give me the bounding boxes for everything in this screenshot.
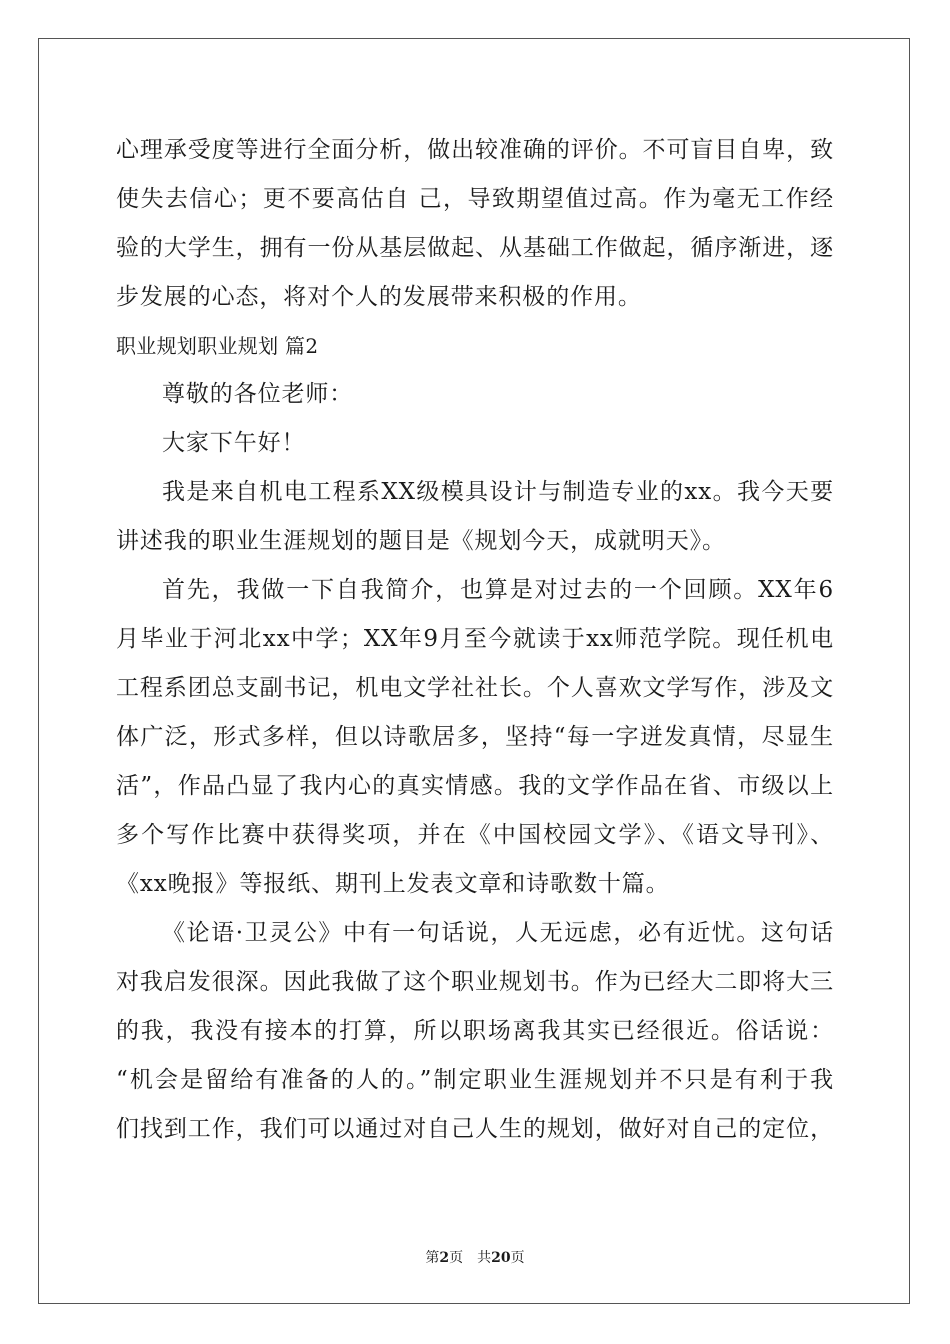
- text-line: 讲述我的职业生涯规划的题目是《规划今天，成就明天》。: [116, 528, 726, 554]
- section-heading: 职业规划职业规划 篇2: [116, 334, 319, 358]
- text-line: 多个写作比赛中获得奖项，并在《中国校园文学》、《语文导刊》、: [116, 822, 834, 848]
- salutation: 尊敬的各位老师：: [162, 381, 354, 407]
- text-line: 月毕业于河北xx中学；XX年9月至今就读于xx师范学院。现任机电: [116, 626, 834, 652]
- text-line: 验的大学生，拥有一份从基层做起、从基础工作做起，循序渐进，逐: [116, 235, 834, 261]
- document-body: [116, 126, 834, 1154]
- current-page-number: 2: [439, 1250, 450, 1266]
- text-line: 们找到工作，我们可以通过对自己人生的规划，做好对自己的定位，: [116, 1116, 834, 1142]
- text-line: 使失去信心；更不要高估自 己，导致期望值过高。作为毫无工作经: [116, 186, 834, 212]
- footer-prefix: 第: [425, 1250, 440, 1266]
- text-line: 首先，我做一下自我简介，也算是对过去的一个回顾。XX年6: [162, 577, 834, 603]
- text-line: 我是来自机电工程系XX级模具设计与制造专业的xx。我今天要: [162, 479, 834, 505]
- footer-total-suffix: 页: [510, 1250, 525, 1266]
- text-line: 《xx晚报》等报纸、期刊上发表文章和诗歌数十篇。: [116, 871, 670, 897]
- text-line: 步发展的心态，将对个人的发展带来积极的作用。: [116, 284, 642, 310]
- page-footer: [0, 1248, 950, 1268]
- text-line: 对我启发很深。因此我做了这个职业规划书。作为已经大二即将大三: [116, 969, 834, 995]
- text-line: 的我，我没有接本的打算，所以职场离我其实已经很近。俗话说：: [116, 1018, 834, 1044]
- text-line: 心理承受度等进行全面分析，做出较准确的评价。不可盲目自卑，致: [116, 137, 834, 163]
- greeting: 大家下午好！: [162, 430, 306, 456]
- text-line: 活”，作品凸显了我内心的真实情感。我的文学作品在省、市级以上: [116, 773, 834, 799]
- text-line: 《论语·卫灵公》中有一句话说，人无远虑，必有近忧。这句话: [162, 920, 834, 946]
- footer-page-suffix: 页: [449, 1250, 464, 1266]
- total-pages-number: 20: [491, 1250, 511, 1266]
- text-line: 体广泛，形式多样，但以诗歌居多，坚持“每一字迸发真情，尽显生: [116, 724, 834, 750]
- footer-total-prefix: 共: [477, 1250, 492, 1266]
- text-line: “机会是留给有准备的人的。”制定职业生涯规划并不只是有利于我: [116, 1067, 834, 1093]
- text-line: 工程系团总支副书记，机电文学社社长。个人喜欢文学写作，涉及文: [116, 675, 834, 701]
